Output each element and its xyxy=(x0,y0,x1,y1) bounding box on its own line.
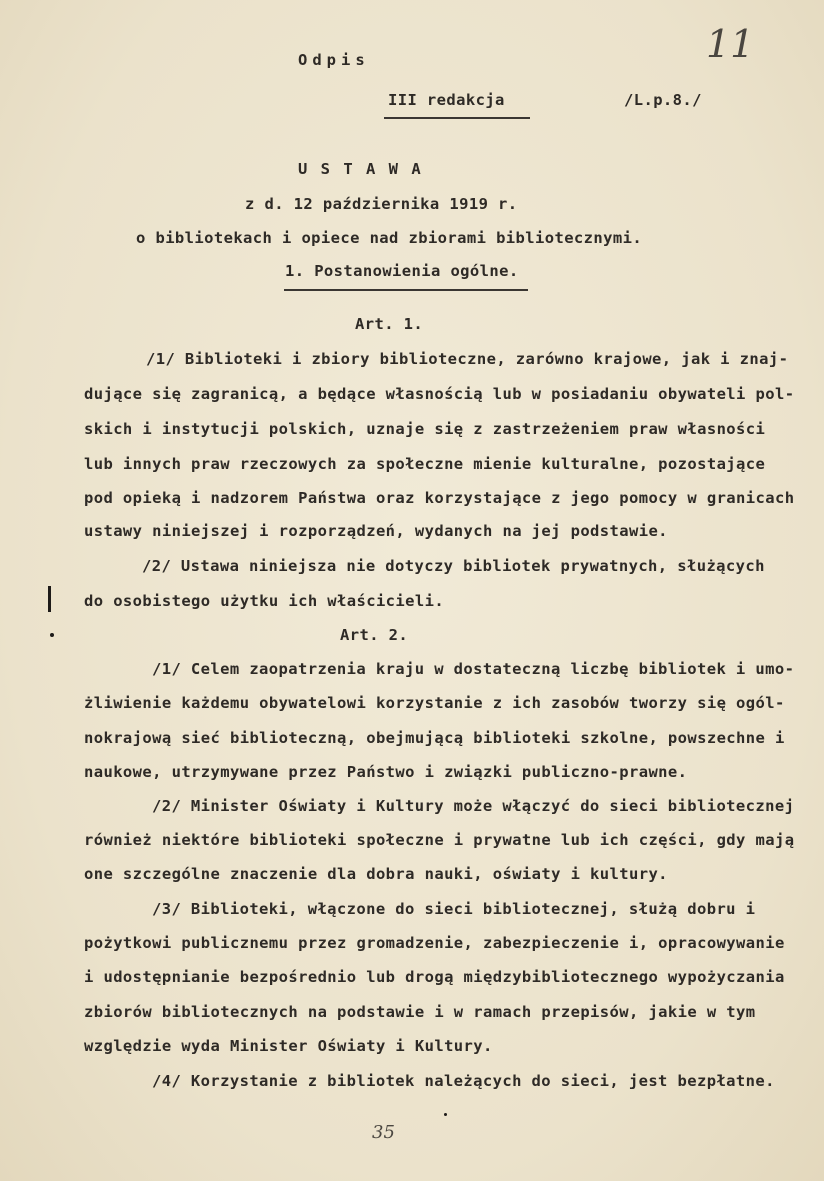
article-line: do osobistego użytku ich właścicieli. xyxy=(84,592,445,610)
article-line: /2/ Ustawa niniejsza nie dotyczy bibliotek prywatnych, służących xyxy=(142,557,765,575)
article-line: one szczególne znaczenie dla dobra nauki, oświaty i kultury. xyxy=(84,865,668,883)
folio-number: 11 xyxy=(706,22,755,66)
article-line: pod opieką i nadzorem Państwa oraz korzystające z jego pomocy w granicach xyxy=(84,489,795,507)
article-line: /4/ Korzystanie z bibliotek należących do sieci, jest bezpłatne. xyxy=(152,1072,775,1090)
act-subject: o bibliotekach i opiece nad zbiorami bibliotecznymi. xyxy=(136,229,643,247)
copy-label: Odpis xyxy=(298,51,370,69)
redaction-label: III redakcja xyxy=(388,91,505,109)
article-line: /1/ Celem zaopatrzenia kraju w dostateczną liczbę bibliotek i umo- xyxy=(152,660,795,678)
article-line: zbiorów bibliotecznych na podstawie i w ramach przepisów, jakie w tym xyxy=(84,1003,756,1021)
article-line: ustawy niniejszej i rozporządzeń, wydanych na jej podstawie. xyxy=(84,522,668,540)
article-line: naukowe, utrzymywane przez Państwo i związki publiczno-prawne. xyxy=(84,763,688,781)
article-line: żliwienie każdemu obywatelowi korzystanie z ich zasobów tworzy się ogól- xyxy=(84,694,785,712)
redaction-underline xyxy=(384,117,530,119)
article-heading: Art. 2. xyxy=(340,626,409,644)
act-date: z d. 12 października 1919 r. xyxy=(245,195,518,213)
article-line: skich i instytucji polskich, uznaje się z zastrzeżeniem praw własności xyxy=(84,420,766,438)
bottom-dot xyxy=(444,1113,447,1116)
article-line: nokrajową sieć biblioteczną, obejmującą biblioteki szkolne, powszechne i xyxy=(84,729,785,747)
article-line: dujące się zagranicą, a będące własnością lub w posiadaniu obywateli pol- xyxy=(84,385,795,403)
article-line: /1/ Biblioteki i zbiory biblioteczne, zarówno krajowe, jak i znaj- xyxy=(146,350,789,368)
article-line: i udostępnianie bezpośrednio lub drogą międzybibliotecznego wypożyczania xyxy=(84,968,785,986)
article-line: również niektóre biblioteki społeczne i prywatne lub ich części, gdy mają xyxy=(84,831,795,849)
article-heading: Art. 1. xyxy=(355,315,424,333)
section-underline xyxy=(284,289,528,291)
page-number: 35 xyxy=(372,1122,395,1143)
margin-mark xyxy=(48,586,51,612)
reference-number: /L.p.8./ xyxy=(624,91,702,109)
article-line: /3/ Biblioteki, włączone do sieci bibliotecznej, służą dobru i xyxy=(152,900,756,918)
section-heading: 1. Postanowienia ogólne. xyxy=(285,262,519,280)
article-line: /2/ Minister Oświaty i Kultury może włączyć do sieci bibliotecznej xyxy=(152,797,795,815)
article-line: względzie wyda Minister Oświaty i Kultury. xyxy=(84,1037,493,1055)
margin-dot xyxy=(50,633,54,637)
act-title: U S T A W A xyxy=(298,160,423,178)
article-line: lub innych praw rzeczowych za społeczne mienie kulturalne, pozostające xyxy=(84,455,766,473)
article-line: pożytkowi publicznemu przez gromadzenie, zabezpieczenie i, opracowywanie xyxy=(84,934,785,952)
